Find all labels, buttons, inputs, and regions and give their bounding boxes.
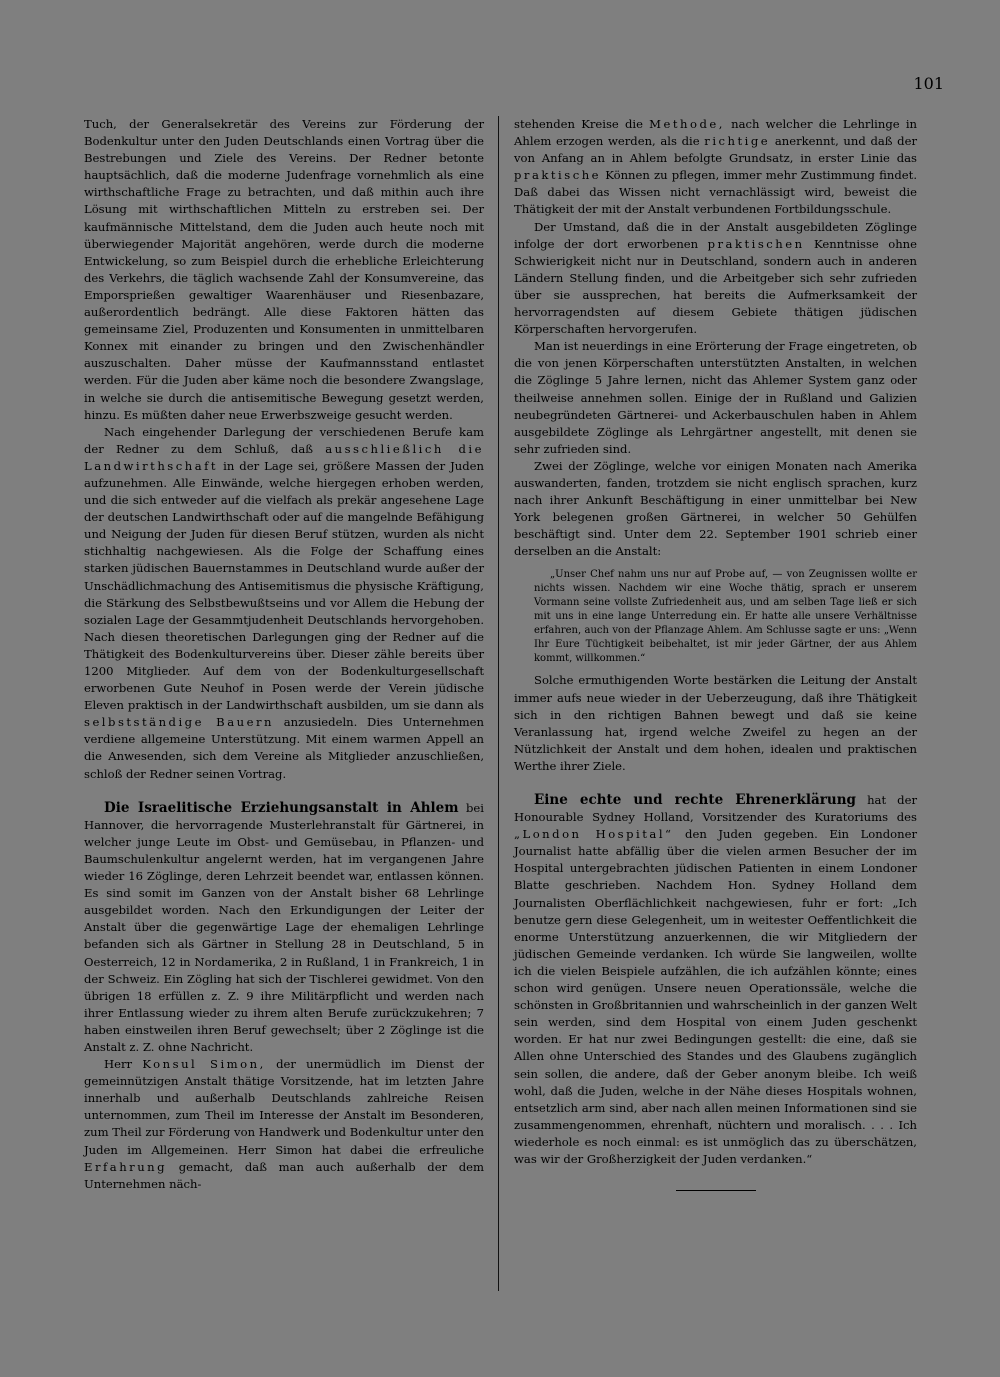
emphasis-landwirthschaft: ausschließlich die Landwirthschaft (84, 441, 485, 473)
paragraph-ermuthigende-worte: Solche ermuthigenden Worte bestärken die Leitung der Anstalt immer aufs neue wieder in der Ueberzeugung, daß ihre Thätigkeit sich in den richtigen Bahnen bewegt und daß sie keine Veranlassung hat, irgend welche Zweifel zu hegen an der Nützlichkeit der Anstalt und dem hohen, idealen und praktischen Werthe ihrer Ziele. (514, 673, 917, 773)
paragraph-ahlem-section (84, 800, 484, 1056)
emphasis-methode: Methode, (649, 117, 725, 131)
text-run: anzusiedeln. Dies Unternehmen verdiene allgemeine Unterstützung. Mit einem warmen Appell an die Anwesenden, sich dem Vereine als Mitglieder anzuschließen, schloß der Redner seinen Vortrag. (84, 715, 484, 781)
page-number: 101 (913, 74, 944, 93)
paragraph-ehrenerklaerung (514, 792, 917, 1168)
text-run: den Juden gegeben. Ein Londoner Journalist hatte abfällig über die vielen armen Besucher der im Hospital untergebrachten jüdischen Patienten in einem Londoner Blatte geschrieben. Nachdem Hon. Sydney Holland dem Journalisten Oberflächlichkeit nachgewiesen, fuhr er fort: „Ich benutze gern diese Gelegenheit, um in weitester Oeffentlichkeit die enorme Unterstützung anzuerkennen, die wir Mitgliedern der jüdischen Gemeinde verdanken. Ich würde Sie langweilen, wollte ich die vielen Beispiele aufzählen, die ich aufzählen könnte; eines schon wird genügen. Unsere neuen Operationssäle, welche die schönsten in Großbritannien und wahrscheinlich in der ganzen Welt sein werden, sind dem Hospital von einem Juden geschenkt worden. Er hat nur zwei Bedingungen gestellt: die eine, daß sie Allen ohne Unterschied des Standes und des Glaubens zugänglich sein sollen, die andere, daß der Geber anonym bleibe. Ich weiß wohl, daß die Juden, welche in der Nähe dieses Hospitals wohnen, entsetzlich arm sind, aber nach allen meinen Informationen sind sie zusammengenommen, ehrenhaft, nüchtern und moralisch. . . . Ich wiederhole es noch einmal: es ist unmöglich das zu überschätzen, was wir der Großherzigkeit der Juden verdanken.“ (514, 827, 917, 1166)
text-run: hat der Honourable Sydney Holland, Vorsitzender des Kuratoriums des (514, 793, 917, 825)
text-run: nach welcher die Lehrlinge in Ahlem erzogen werden, als die (514, 117, 917, 149)
paragraph-amerika: Zwei der Zöglinge, welche vor einigen Monaten nach Amerika auswanderten, fanden, trotzdem sie nicht englisch sprachen, kurz nach ihrer Ankunft Beschäftigung in einer unmittelbar bei New York belegenen großen Gärtnerei, in welcher 50 Gehülfen beschäftigt sind. Unter dem 22. September 1901 schrieb einer derselben an die Anstalt: (514, 458, 917, 559)
column-divider (498, 116, 499, 1291)
emphasis-erfahrung: Erfahrung (84, 1159, 168, 1174)
paragraph-tuch-lecture: Tuch, der Generalsekretär des Vereins zur Förderung der Bodenkultur unter den Juden Deutschlands einen Vortrag über die Bestrebungen und Ziele des Vereins. Der Redner betonte hauptsächlich, daß die moderne Judenfrage vornehmlich als eine wirthschaftliche Frage zu betrachten, und daß mithin auch ihre Lösung mit wirthschaftlichen Mitteln zu erstreben sei. Der kaufmännische Mittelstand, dem die Juden auch heute noch mit überwiegender Majorität angehören, werde durch die moderne Entwickelung, so zum Beispiel durch die erhebliche Erleichterung des Verkehrs, die täglich wachsende Zahl der Konsumvereine, das Emporsprießen gewaltiger Waarenhäuser und Riesenbazare, außerordentlich bedrängt. Alle diese Faktoren hätten das gemeinsame Ziel, Produzenten und Konsumenten in unmittelbaren Konnex mit einander zu bringen und den Zwischenhändler auszuschalten. Daher müsse der Kaufmannsstand entlastet werden. Für die Juden aber käme noch die besondere Zwangslage, in welche sie durch die antisemitische Bewegung gesetzt werden, hinzu. Es müßten daher neue Erwerbszweige gesucht werden. (84, 117, 484, 422)
paragraph-eroerterung: Man ist neuerdings in eine Erörterung der Frage eingetreten, ob die von jenen Körperschaften unterstützten Anstalten, in welchen die Zöglinge 5 Jahre lernen, nicht das Ahlemer System ganz oder theilweise annehmen sollen. Einige der in Rußland und Galizien neubegründeten Gärtnerei- und Ackerbauschulen haben in Ahlem ausgebildete Zöglinge als Lehrgärtner angestellt, mit denen sie sehr zufrieden sind. (514, 339, 917, 456)
text-run: in der Lage sei, größere Massen der Juden aufzunehmen. Alle Einwände, welche hiergegen erhoben werden, und die sich entweder auf die vielfach als prekär angesehene Lage der deutschen Landwirthschaft oder auf die mangelnde Befähigung und Neigung der Juden für diesen Beruf stützen, wurden als nicht stichhaltig nachgewiesen. Als die Folge der Schaffung eines starken jüdischen Bauernstammes in Deutschland wurde außer der Unschädlichmachung des Antisemitismus die physische Kräftigung, die Stärkung des Selbstbewußtseins und vor Allem die Hebung der sozialen Lage der Gesammtjudenheit Deutschlands hervorgehoben. Nach diesen theoretischen Darlegungen ging der Redner auf die Thätigkeit des Bodenkulturvereins über. Dieser zähle bereits über 1200 Mitglieder. Auf dem von der Bodenkulturgesellschaft erworbenen Gute Neuhof in Posen werde der Verein jüdische Eleven praktisch in der Landwirthschaft ausbilden, um sie dann als (84, 458, 484, 713)
paragraph-umstand (514, 219, 917, 339)
emphasis-richtige: richtige (704, 134, 771, 149)
section-heading-ehrenerklaerung: Eine echte und rechte Ehrenerklärung (534, 792, 856, 808)
left-column (84, 116, 484, 1193)
text-run: Der Umstand, daß die in der Anstalt ausgebildeten Zöglinge infolge der dort erworbenen (514, 219, 917, 251)
paragraph-konsul-simon (84, 1056, 484, 1193)
text-run: anerkennt, und daß der von Anfang an in Ahlem befolgte Grundsatz, in erster Linie das (514, 134, 918, 166)
emphasis-konsul-simon: Konsul Simon, (142, 1057, 266, 1072)
text-run: der unermüdlich im Dienst der gemeinnützigen Anstalt thätige Vorsitzende, hat im letzten Jahre innerhalb und außerhalb Deutschlands zahlreiche Reisen unternommen, zum Theil im Interesse der Anstalt im Besonderen, zum Theil zur Förderung von Handwerk und Bodenkultur unter den Juden im Allgemeinen. Herr Simon hat dabei die erfreuliche (84, 1057, 484, 1157)
right-column (514, 116, 917, 1191)
text-run: gemacht, daß man auch außerhalb der dem Unternehmen näch- (84, 1159, 485, 1191)
paragraph-lecture-conclusion (84, 424, 484, 783)
emphasis-praktische: praktische (514, 168, 602, 183)
closing-rule (676, 1190, 756, 1191)
text-run: Nach eingehender Darlegung der verschiedenen Berufe kam der Redner zu dem Schluß, daß (84, 424, 484, 456)
emphasis-praktischen: praktischen (707, 236, 805, 251)
text-run: Können zu pflegen, immer mehr Zustimmung findet. Daß dabei das Wissen nicht vernachlässigt wird, beweist die Thätigkeit der mit der Anstalt verbundenen Fortbildungsschule. (514, 168, 918, 217)
letter-quote: „Unser Chef nahm uns nur auf Probe auf, — von Zeugnissen wollte er nichts wissen. Nachdem wir eine Woche thätig, sprach er unserem Vormann seine vollste Zufriedenheit aus, und am selben Tage ließ er sich mit uns in eine lange Unterredung ein. Er hatte alle unsere Verhältnisse erfahren, auch von der Pflanzage Ahlem. Am Schlusse sagte er uns: „Wenn Ihr Eure Tüchtigkeit beibehaltet, ist mir jeder Gärtner, der aus Ahlem kommt, willkommen.“ (534, 569, 917, 665)
paragraph-methode (514, 116, 917, 219)
text-run: bei Hannover, die hervorragende Musterlehranstalt für Gärtnerei, in welcher junge Leute im Obst- und Gemüsebau, in Pflanzen- und Baumschulenkultur angelernt werden, hat im vergangenen Jahre wieder 16 Zöglinge, deren Lehrzeit beendet war, entlassen können. Es sind somit im Ganzen von der Anstalt bisher 68 Lehrlinge ausgebildet worden. Nach den Erkundigungen der Leiter der Anstalt über die gegenwärtige Lage der ehemaligen Lehrlinge befanden sich als Gärtner in Stellung 28 in Deutschland, 5 in Oesterreich, 12 in Nordamerika, 2 in Rußland, 1 in Frankreich, 1 in der Schweiz. Ein Zögling hat sich der Tischlerei gewidmet. Von den übrigen 18 erfüllen z. Z. 9 ihre Militärpflicht und werden nach ihrer Entlassung wieder zu ihrem alten Berufe zurückzukehren; 7 haben einstweilen ihren Beruf gewechselt; über 2 Zöglinge ist die Anstalt z. Z. ohne Nachricht. (84, 800, 485, 1054)
emphasis-london-hospital: „London Hospital“ (514, 827, 674, 842)
section-heading-ahlem: Die Israelitische Erziehungsanstalt in Ahlem (104, 799, 459, 816)
text-run: Herr (104, 1057, 133, 1072)
emphasis-bauern: selbstständige Bauern (84, 715, 274, 730)
text-run: stehenden Kreise die (514, 117, 643, 131)
text-run: Kenntnisse ohne Schwierigkeit nicht nur in Deutschland, sondern auch in anderen Ländern Stellung finden, und die Arbeitgeber sich sehr zufrieden über sie aussprechen, hat bereits die Aufmerksamkeit der hervorragendsten auf diesem Gebiete thätigen jüdischen Körperschaften hervorgerufen. (514, 236, 918, 337)
